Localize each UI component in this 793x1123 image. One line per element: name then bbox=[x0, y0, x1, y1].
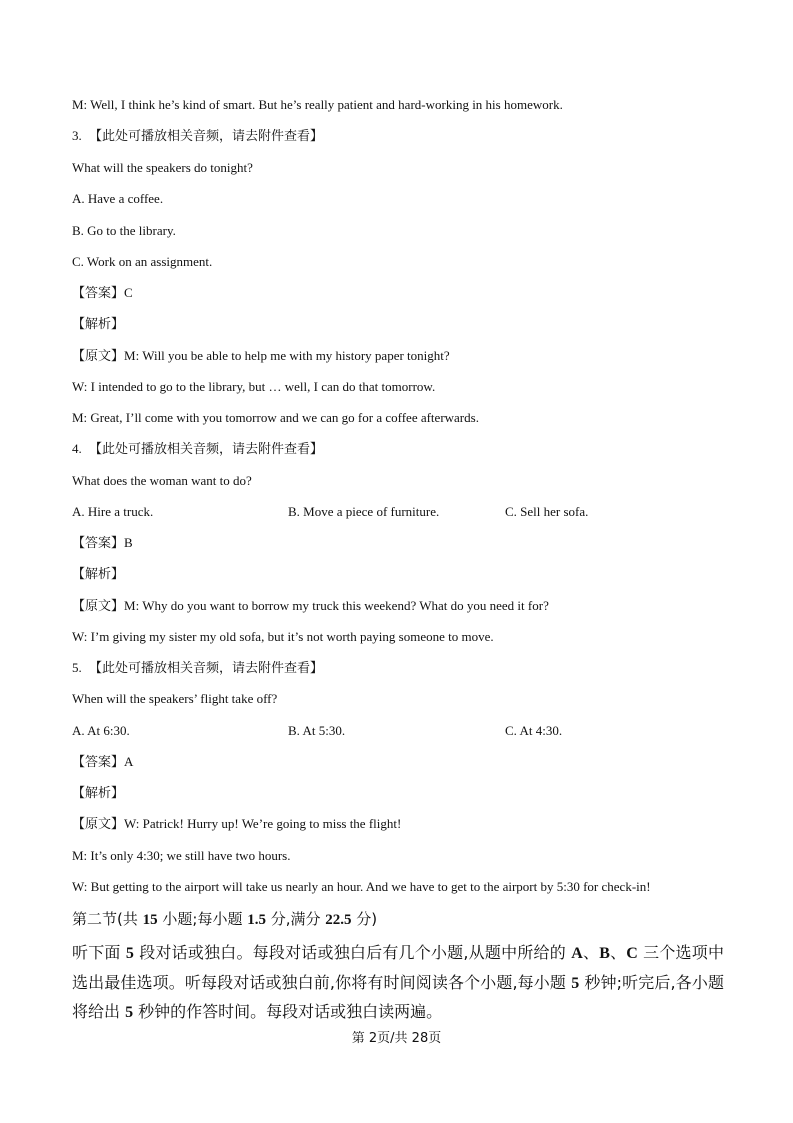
transcript-line: W: I’m giving my sister my old sofa, but it’s not worth paying someone to move. bbox=[72, 629, 494, 644]
option-a: A. Hire a truck. bbox=[72, 504, 154, 519]
transcript-line: M: It’s only 4:30; we still have two hours. bbox=[72, 848, 291, 863]
analysis-tag: 【解析】 bbox=[72, 317, 125, 332]
answer-line bbox=[72, 535, 133, 552]
audio-note: 【此处可播放相关音频，请去附件查看】 bbox=[89, 442, 324, 457]
option-c: C. At 4:30. bbox=[505, 723, 563, 738]
analysis-tag: 【解析】 bbox=[72, 567, 125, 582]
question-header bbox=[72, 441, 323, 458]
audio-note: 【此处可播放相关音频，请去附件查看】 bbox=[89, 129, 324, 144]
section-instructions: 听下面 5 段对话或独白。每段对话或独白后有几个小题,从题中所给的 A、B、C 三个选项中选出最佳选项。听每段对话或独白前,你将有时间阅读各个小题,每小题 5 秒钟;听完后,各小题将给出 5 秒钟的作答时间。每段对话或独白读两遍。 bbox=[72, 943, 724, 1021]
option-b: B. Move a piece of furniture. bbox=[288, 504, 440, 519]
option-c: C. Sell her sofa. bbox=[505, 504, 589, 519]
answer-tag: 【答案】 bbox=[72, 286, 125, 301]
question-number: 3. bbox=[72, 128, 82, 143]
answer-tag: 【答案】 bbox=[72, 755, 125, 770]
answer-line bbox=[72, 754, 133, 771]
question-text: What does the woman want to do? bbox=[72, 473, 252, 488]
transcript-line: W: I intended to go to the library, but … well, I can do that tomorrow. bbox=[72, 379, 436, 394]
option-c: C. Work on an assignment. bbox=[72, 254, 213, 269]
answer-value: C bbox=[124, 285, 133, 300]
option-b: B. At 5:30. bbox=[288, 723, 346, 738]
transcript-line: 【原文】M: Why do you want to borrow my truck this weekend? What do you need it for? bbox=[72, 598, 549, 614]
question-header bbox=[72, 128, 323, 145]
section-heading: 第二节(共 15 小题;每小题 1.5 分,满分 22.5 分) bbox=[72, 910, 378, 928]
question-number: 5. bbox=[72, 660, 82, 675]
transcript-tag: 【原文】 bbox=[72, 599, 125, 614]
answer-line bbox=[72, 285, 133, 302]
transcript-tag: 【原文】 bbox=[72, 349, 125, 364]
analysis-tag: 【解析】 bbox=[72, 786, 125, 801]
transcript-line: M: Well, I think he’s kind of smart. But he’s really patient and hard-working in his homework. bbox=[72, 97, 563, 112]
transcript-line: M: Great, I’ll come with you tomorrow and we can go for a coffee afterwards. bbox=[72, 410, 479, 425]
transcript-line: 【原文】M: Will you be able to help me with my history paper tonight? bbox=[72, 348, 450, 364]
question-header bbox=[72, 660, 323, 677]
audio-note: 【此处可播放相关音频，请去附件查看】 bbox=[89, 661, 324, 676]
option-a: A. At 6:30. bbox=[72, 723, 130, 738]
option-a: A. Have a coffee. bbox=[72, 191, 164, 206]
question-number: 4. bbox=[72, 441, 82, 456]
transcript-line: 【原文】W: Patrick! Hurry up! We’re going to miss the flight! bbox=[72, 816, 402, 832]
transcript-tag: 【原文】 bbox=[72, 817, 125, 832]
page-number: 第 2页/共 28页 bbox=[351, 1031, 442, 1046]
option-b: B. Go to the library. bbox=[72, 223, 176, 238]
answer-value: A bbox=[124, 754, 134, 769]
answer-tag: 【答案】 bbox=[72, 536, 125, 551]
question-text: What will the speakers do tonight? bbox=[72, 160, 253, 175]
answer-value: B bbox=[124, 535, 133, 550]
question-text: When will the speakers’ flight take off? bbox=[72, 691, 278, 706]
transcript-line: W: But getting to the airport will take us nearly an hour. And we have to get to the airport by 5:30 for check-in! bbox=[72, 879, 651, 894]
